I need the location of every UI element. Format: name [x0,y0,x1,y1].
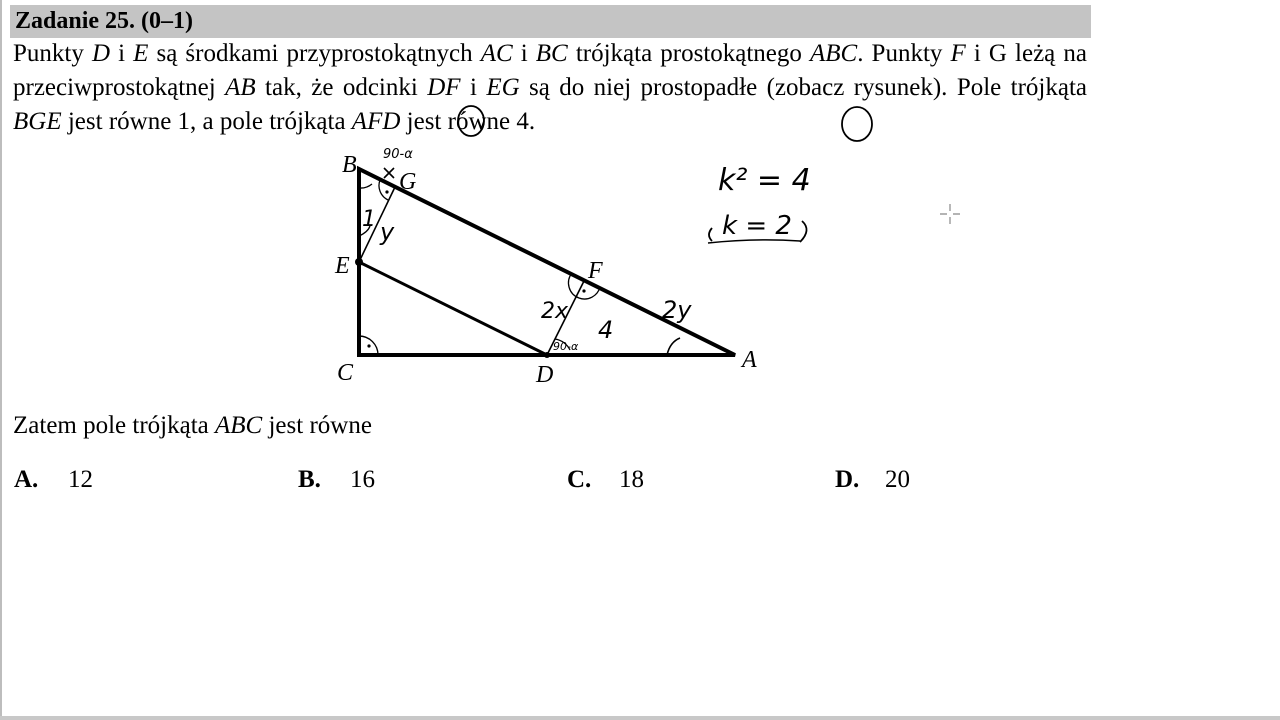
note-angle-b: 90-α [383,147,413,162]
note-2y: 2y [662,296,692,324]
point-d [544,352,550,358]
segment-ed [359,262,547,355]
note-k-equals: k = 2 [722,211,792,241]
task-title: Zadanie 25. (0–1) [15,8,194,34]
right-angle-f-dot [582,289,585,292]
window-bottom-border [0,716,1280,720]
answer-option-d[interactable]: D. 20 [835,466,910,493]
cross-mark [384,168,394,178]
label-b: B [342,152,357,178]
handwritten-notes [690,150,830,250]
right-angle-g-dot [385,190,388,193]
label-f: F [588,258,603,284]
triangle-abc [359,169,735,355]
label-e: E [335,253,350,279]
point-e [355,258,363,266]
circle-around-one [458,106,484,136]
note-2x: 2x [541,299,569,324]
paren-right [800,221,807,242]
note-one: 1 [362,207,376,232]
label-g: G [399,169,417,195]
note-y: y [380,218,395,246]
problem-statement: Punkty D i E są środkami przyprostokątnych AC i BC trójkąta prostokątnego ABC. Punkty F i G leżą na przeciwprostokątnej AB tak, że odcinki DF i EG są do niej prostopadłe (zobacz rysunek). Pole trójkąta BGE jest równe 1, a pole trójkąta AFD jest równe 4. [13,40,1088,135]
answer-option-b[interactable]: B. 16 [298,466,375,493]
answer-option-a[interactable]: A. 12 [14,466,93,493]
question-text: Zatem pole trójkąta ABC jest równe [13,412,372,439]
answer-options [0,463,1280,499]
right-angle-c-dot [367,344,370,347]
label-d: D [536,362,554,388]
angle-arc-a [667,338,680,355]
crosshair-cursor-icon [938,202,962,226]
paren-left [709,228,712,241]
label-c: C [337,360,354,386]
note-k-squared: k² = 4 [718,163,811,198]
label-a: A [742,347,757,373]
answer-option-c[interactable]: C. 18 [567,466,644,493]
note-angle-d: 90-α [553,340,579,353]
circle-around-four [842,107,872,141]
note-four: 4 [598,316,614,344]
